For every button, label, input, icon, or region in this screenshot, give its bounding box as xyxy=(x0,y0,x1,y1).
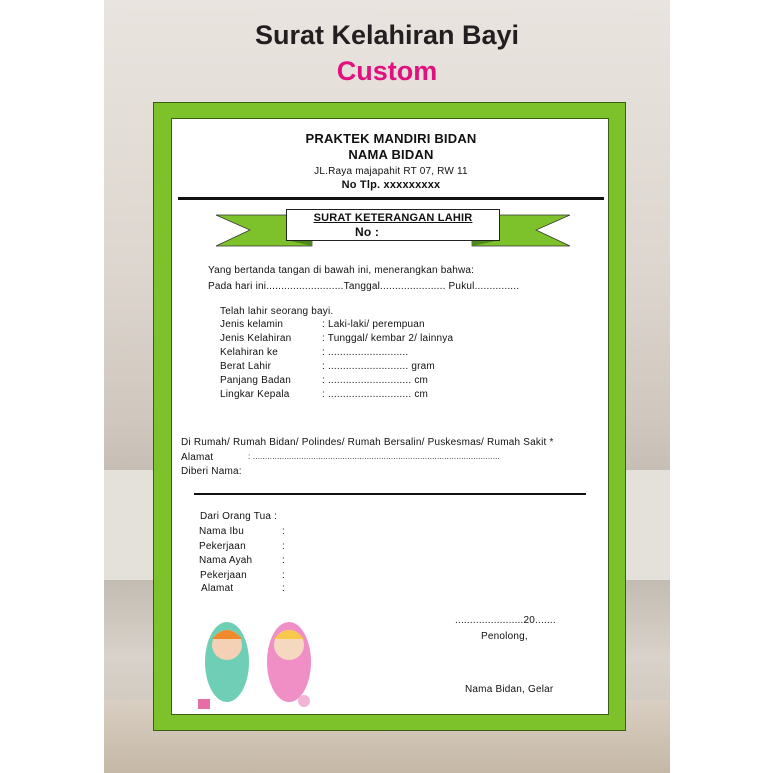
date-time-line: Pada hari ini..........................Tanggal...................... Pukul............... xyxy=(208,281,520,292)
field-label: Alamat xyxy=(201,583,234,594)
address-value: : ...................................................................................................... xyxy=(248,452,500,461)
signature-date: .......................20....... xyxy=(455,615,556,626)
field-value: : xyxy=(282,526,285,537)
field-value: : ........................... xyxy=(322,347,409,358)
clinic-phone: No Tlp. xxxxxxxxx xyxy=(341,179,441,191)
field-label: Jenis kelamin xyxy=(220,319,284,330)
section-divider xyxy=(194,493,586,495)
field-label: Lingkar Kepala xyxy=(220,389,290,400)
field-value: : xyxy=(282,583,285,594)
title-box xyxy=(286,209,500,241)
signature-role: Penolong, xyxy=(481,631,528,642)
field-value: : Tunggal/ kembar 2/ lainnya xyxy=(322,333,454,344)
field-value: : xyxy=(282,555,285,566)
certificate-document xyxy=(171,118,609,715)
intro-line: Yang bertanda tangan di bawah ini, menerangkan bahwa: xyxy=(208,265,475,276)
field-value: : xyxy=(282,570,285,581)
field-label: Nama Ayah xyxy=(199,555,253,566)
header-divider xyxy=(178,197,604,200)
parents-lead: Dari Orang Tua : xyxy=(200,511,278,522)
field-value: : Laki-laki/ perempuan xyxy=(322,319,425,330)
midwife-name: NAMA BIDAN xyxy=(348,147,434,162)
baby-lead: Telah lahir seorang bayi. xyxy=(220,306,334,317)
banner-title: Surat Kelahiran Bayi xyxy=(254,20,520,50)
given-name-label: Diberi Nama: xyxy=(181,466,242,477)
field-value: : ............................ cm xyxy=(322,389,429,400)
field-label: Pekerjaan xyxy=(200,570,247,581)
field-label: Kelahiran ke xyxy=(220,347,278,358)
field-value: : xyxy=(282,541,285,552)
address-label: Alamat xyxy=(181,452,214,463)
field-value: : ........................... gram xyxy=(322,361,435,372)
banner-subtitle: Custom xyxy=(336,56,438,86)
signature-name: Nama Bidan, Gelar xyxy=(465,684,554,695)
document-number: No : xyxy=(355,225,380,239)
clinic-address: JL.Raya majapahit RT 07, RW 11 xyxy=(314,166,468,177)
document-title: SURAT KETERANGAN LAHIR xyxy=(313,212,473,224)
babies-illustration xyxy=(192,607,322,713)
birth-place-options: Di Rumah/ Rumah Bidan/ Polindes/ Rumah Bersalin/ Puskesmas/ Rumah Sakit * xyxy=(181,437,554,448)
field-label: Panjang Badan xyxy=(220,375,291,386)
field-label: Berat Lahir xyxy=(220,361,272,372)
field-value: : ............................ cm xyxy=(322,375,429,386)
clinic-name: PRAKTEK MANDIRI BIDAN xyxy=(305,131,477,146)
field-label: Jenis Kelahiran xyxy=(220,333,292,344)
field-label: Pekerjaan xyxy=(199,541,246,552)
field-label: Nama Ibu xyxy=(199,526,244,537)
